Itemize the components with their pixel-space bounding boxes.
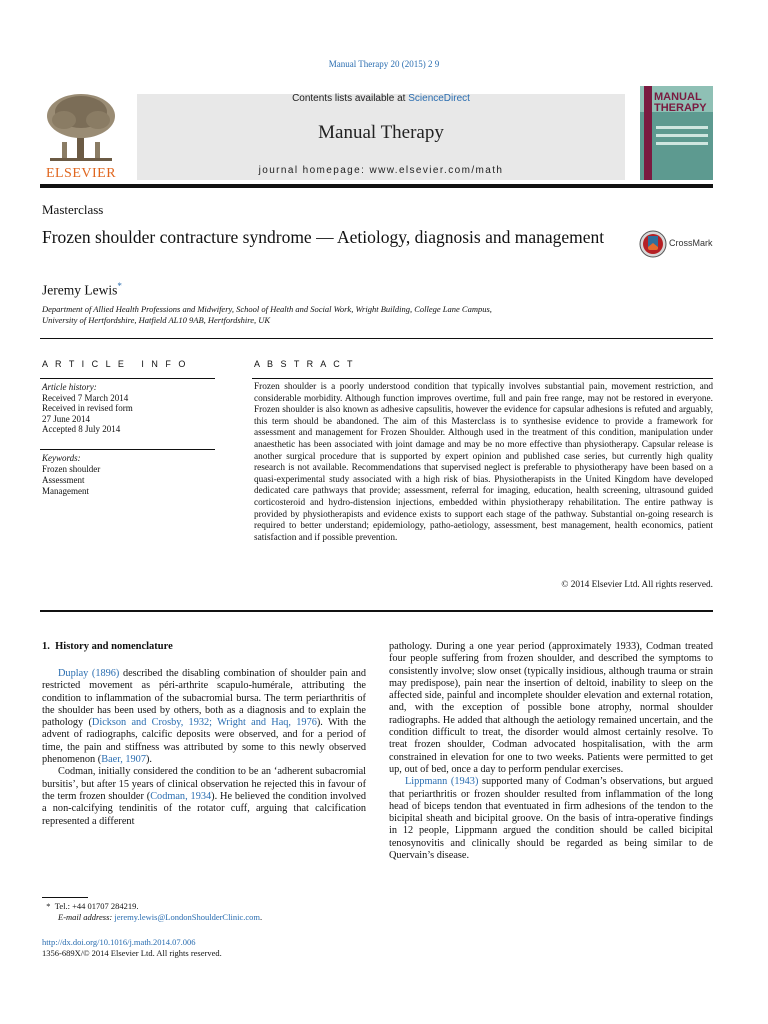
- history-entry: 27 June 2014: [42, 413, 90, 424]
- divider: [40, 449, 215, 450]
- citation-link[interactable]: Lippmann (1943): [405, 776, 479, 788]
- history-label: Article history:: [42, 382, 97, 392]
- paragraph: Codman, initially considered the condition to be an ‘adherent subacromial bursitis’, but after 15 years of clinical observation he rejected this in favour of the term frozen shoulder (Codman, 1934). He believed the condition involved a non-calcifying tendinitis of the rotator cuff, arguing that calcification represented a different: [42, 766, 366, 827]
- paragraph: Lippmann (1943) supported many of Codman’s observations, but argued that periarthritis or frozen shoulder resulted from inflammation of the long head of biceps tendon that eventuated in firm adhesions of the tendon to the bicipital sheath and bicipital groove. On the basis of intra-operative findings in 12 people, Lippmann argued the condition should be called bicipital tenosynovitis and clinically should be regarded as being similar to de Quervain’s disease.: [389, 776, 713, 862]
- crossmark-label: CrossMark: [669, 238, 713, 248]
- history-entry: Accepted 8 July 2014: [42, 424, 121, 434]
- crossmark-badge[interactable]: [638, 229, 718, 259]
- keyword: Frozen shoulder: [42, 464, 101, 474]
- divider: [40, 610, 713, 612]
- keywords-label: Keywords:: [42, 453, 81, 463]
- journal-homepage[interactable]: journal homepage: www.elsevier.com/math: [258, 165, 504, 176]
- divider: [252, 378, 713, 379]
- article-type: Masterclass: [42, 202, 104, 217]
- sciencedirect-link[interactable]: ScienceDirect: [408, 93, 470, 104]
- paragraph: Duplay (1896) described the disabling combination of shoulder pain and restricted movement as péri-arthrite scapulo-humérale, attributing the condition to inflammation of the subacromial bursa. The term periarthritis of the shoulder has been used by others, both as a diagnosis and to explain the pathology (Dickson and Crosby, 1932; Wright and Haq, 1976). With the advent of radiographs, calcific deposits were observed, and for a period of time, the pain and stiffness was attributed by some to this newly observed phenomenon (Baer, 1907).: [42, 668, 366, 766]
- divider: [40, 338, 713, 339]
- footnote-telephone: Tel.: +44 01707 284219.: [54, 901, 139, 911]
- email-label: E-mail address:: [58, 912, 115, 922]
- cover-title: MANUAL THERAPY: [654, 91, 707, 114]
- article-info-heading: A R T I C L E I N F O: [42, 359, 188, 369]
- keyword: Management: [42, 486, 89, 496]
- affiliation-line: Department of Allied Health Professions and Midwifery, School of Health and Social Work, Wright Building, College Lane Campus,: [42, 304, 492, 314]
- citation-link[interactable]: Duplay (1896): [58, 668, 120, 679]
- tree-logo-icon: [40, 90, 122, 166]
- elsevier-logo: [40, 90, 122, 182]
- author-affiliation: [42, 304, 682, 326]
- author-footnote: * Tel.: +44 01707 284219. E-mail address: jeremy.lewis@LondonShoulderClinic.com.: [46, 901, 263, 922]
- doi-link[interactable]: http://dx.doi.org/10.1016/j.math.2014.07.006: [42, 937, 196, 947]
- keyword: Assessment: [42, 475, 85, 485]
- journal-title: Manual Therapy: [318, 122, 444, 143]
- issn-copyright: 1356-689X/© 2014 Elsevier Ltd. All rights reserved.: [42, 948, 222, 958]
- article-history: [42, 382, 133, 435]
- citation-link[interactable]: Dickson and Crosby, 1932; Wright and Haq, 1976: [91, 717, 317, 729]
- body-column-right: [389, 641, 713, 862]
- affiliation-line: University of Hertfordshire, Hatfield AL10 9AB, Hertfordshire, UK: [42, 315, 271, 325]
- author-name: Jeremy Lewis: [42, 282, 118, 298]
- email-link[interactable]: jeremy.lewis@LondonShoulderClinic.com: [114, 912, 260, 922]
- doi-block: [42, 937, 222, 959]
- body-column-left: [42, 668, 366, 828]
- contents-available-line: [137, 93, 625, 104]
- copyright-notice: © 2014 Elsevier Ltd. All rights reserved.: [561, 580, 713, 590]
- citation-link[interactable]: Codman, 1934: [150, 790, 212, 802]
- author-footnote-mark[interactable]: *: [117, 281, 122, 291]
- header-rule: [40, 184, 713, 188]
- history-entry: Received 7 March 2014: [42, 392, 129, 403]
- keywords: [42, 453, 100, 497]
- article-title: Frozen shoulder contracture syndrome — Aetiology, diagnosis and management: [42, 227, 605, 247]
- section-heading: 1. History and nomenclature: [42, 641, 173, 652]
- divider: [40, 378, 215, 379]
- abstract-text: Frozen shoulder is a poorly understood condition that typically involves substantial pain, movement restriction, and considerable morbidity. Although function improves overtime, full and pain free range, may not be restored in everyone. Frozen shoulder is also known as adhesive capsulitis, however the evidence for capsular adhesions is refuted and arguably, this term should be abandoned. The aim of this Masterclass is to synthesise evidence to provide a framework for assessment and management for Frozen Shoulder. Although used in the treatment of this condition, manipulation under anaesthetic has been associated with joint damage and may be no more effective than physiotherapy. Capsular release is another surgical procedure that is supported by expert opinion and published case series, but currently high quality research is not available. Recommendations that supervised neglect is preferable to physiotherapy have been based on a quasi-experimental study associated with a high risk of bias. Physiotherapists in the United Kingdom have developed dedicated care pathways that provide; assessment, referral for imaging, education, health screening, ultrasound guided corticosteroid and hydro-distension injections, embedded within physiotherapy rehabilitation. The entire pathway is provided by physiotherapists and evidence exists to support each stage of the pathway. Substantial on-going research is required to better understand; epidemiology, patho-aetiology, assessment, best management, health economics, patient satisfaction and if possible prevention.: [254, 382, 713, 543]
- citation-link[interactable]: Baer, 1907: [101, 754, 146, 766]
- footnote-rule: [42, 897, 88, 898]
- paragraph: pathology. During a one year period (approximately 1933), Codman treated four people suffering from frozen shoulder, and described the symptoms to consistently involve; slow onset (typically insidious, although trauma or strain may predispose), pain near the insertion of deltoid, inability to sleep on the affected side, painful and incomplete shoulder elevation and external rotation, and, with the exception of possible bone atrophy, normal shoulder radiographs. He added that although the aetiology remained uncertain, and the condition difficult to treat, the disorder would almost certainly resolve. To treat frozen shoulder, Codman advocated hospitalisation, with the arm constrained in elevation for one to two weeks. Patients were permitted to get up, out of bed, once a day to perform pendular exercises.: [389, 641, 713, 775]
- contents-prefix: Contents lists available at: [292, 93, 409, 104]
- author-line: [42, 281, 122, 299]
- journal-cover-thumbnail[interactable]: [640, 86, 713, 180]
- footnote-mark: *: [46, 901, 51, 911]
- journal-reference[interactable]: Manual Therapy 20 (2015) 2 9: [328, 59, 440, 69]
- publisher-wordmark: ELSEVIER: [45, 166, 117, 181]
- abstract-heading: A B S T R A C T: [254, 359, 356, 369]
- history-entry: Received in revised form: [42, 403, 133, 413]
